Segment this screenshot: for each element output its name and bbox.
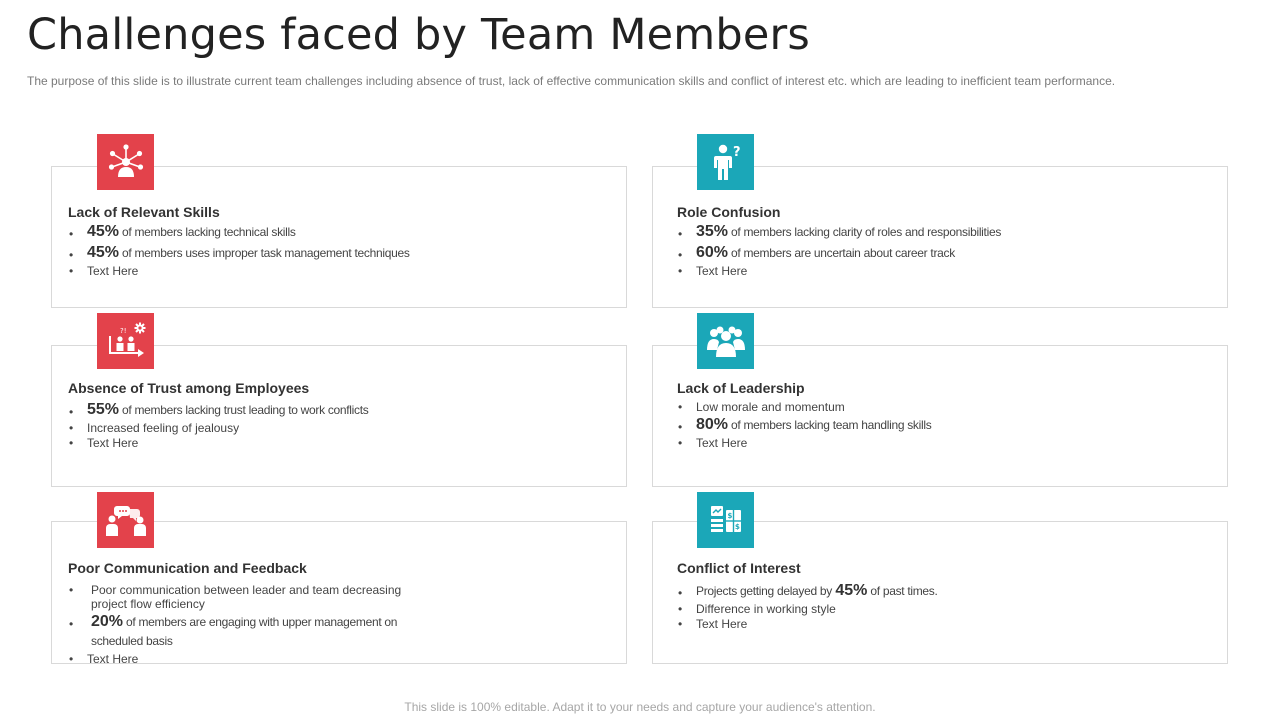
team-conflict-icon (97, 313, 154, 369)
conflict-card-title: Conflict of Interest (677, 560, 801, 576)
trust-stat-1: 55% (87, 401, 120, 418)
skills-stat-2: 45% (87, 244, 120, 261)
leadership-stat-1-text: of members lacking team handling skills (731, 418, 932, 432)
list-item (68, 222, 608, 242)
role-stat-1: 35% (696, 223, 729, 240)
list-item (677, 581, 1217, 601)
list-item (677, 243, 1217, 263)
role-card-title: Role Confusion (677, 204, 781, 220)
list-item: • Low morale and momentum (677, 400, 1217, 414)
list-item: • Text Here (68, 264, 608, 278)
role-stat-1-text: of members lacking clarity of roles and responsibilities (731, 225, 1002, 239)
skills-stat-1: 45% (87, 223, 120, 240)
skills-card-title: Lack of Relevant Skills (68, 204, 220, 220)
leadership-card-title: Lack of Leadership (677, 380, 805, 396)
list-item: • Increased feeling of jealousy (68, 421, 608, 435)
svg-text:?!: ?! (119, 327, 127, 335)
slide-footer: This slide is 100% editable. Adapt it to your needs and capture your audience's attention. (404, 700, 876, 714)
skills-stat-1-text: of members lacking technical skills (122, 225, 296, 239)
trust-card-title: Absence of Trust among Employees (68, 380, 310, 396)
list-item (677, 415, 1217, 435)
list-item: • Text Here (677, 436, 1217, 450)
list-item (68, 583, 608, 611)
list-item: • Text Here (68, 436, 608, 450)
list-item: • Text Here (677, 264, 1217, 278)
skills-stat-2-text: of members uses improper task management techniques (122, 246, 410, 260)
communication-card-title: Poor Communication and Feedback (68, 560, 307, 576)
group-icon (697, 313, 754, 369)
communication-point-1-line1: Poor communication between leader and team decreasing (91, 583, 402, 597)
role-stat-2-text: of members are uncertain about career track (731, 246, 955, 260)
communication-point-1-line2: project flow efficiency (91, 597, 205, 611)
communication-bullet-list (68, 583, 608, 667)
trust-bullet-list (68, 400, 608, 451)
list-item: • Text Here (68, 652, 608, 666)
leadership-bullet-list (677, 400, 1217, 451)
chat-people-icon (97, 492, 154, 548)
conflict-stat-pre: Projects getting delayed by (696, 584, 832, 598)
skills-bullet-list (68, 222, 608, 279)
list-item (68, 243, 608, 263)
list-item (677, 222, 1217, 242)
list-item (68, 612, 608, 651)
svg-text:?: ? (732, 145, 741, 160)
conflict-stat-post: of past times. (870, 584, 938, 598)
list-item (68, 400, 608, 420)
slide-subtitle: The purpose of this slide is to illustrate current team challenges including absence of trust, lack of effective communication skills and conflict of interest etc. which are leading to inefficient team performance. (27, 74, 1116, 88)
communication-stat-1-line2: scheduled basis (91, 634, 173, 648)
conflict-bullet-list (677, 581, 1217, 632)
list-item: • Text Here (677, 617, 1217, 631)
conflict-stat-1: 45% (835, 582, 868, 599)
trust-stat-1-text: of members lacking trust leading to work conflicts (122, 403, 369, 417)
svg-text:$: $ (727, 512, 732, 520)
leadership-stat-1: 80% (696, 416, 729, 433)
list-item: • Difference in working style (677, 602, 1217, 616)
role-bullet-list (677, 222, 1217, 279)
svg-text:$: $ (734, 523, 740, 531)
person-question-icon (697, 134, 754, 190)
slide-title: Challenges faced by Team Members (27, 10, 811, 60)
role-stat-2: 60% (696, 244, 729, 261)
communication-stat-1: 20% (91, 613, 124, 630)
communication-stat-1-line1: of members are engaging with upper management on (126, 615, 398, 629)
document-money-icon (697, 492, 754, 548)
network-person-icon (97, 134, 154, 190)
